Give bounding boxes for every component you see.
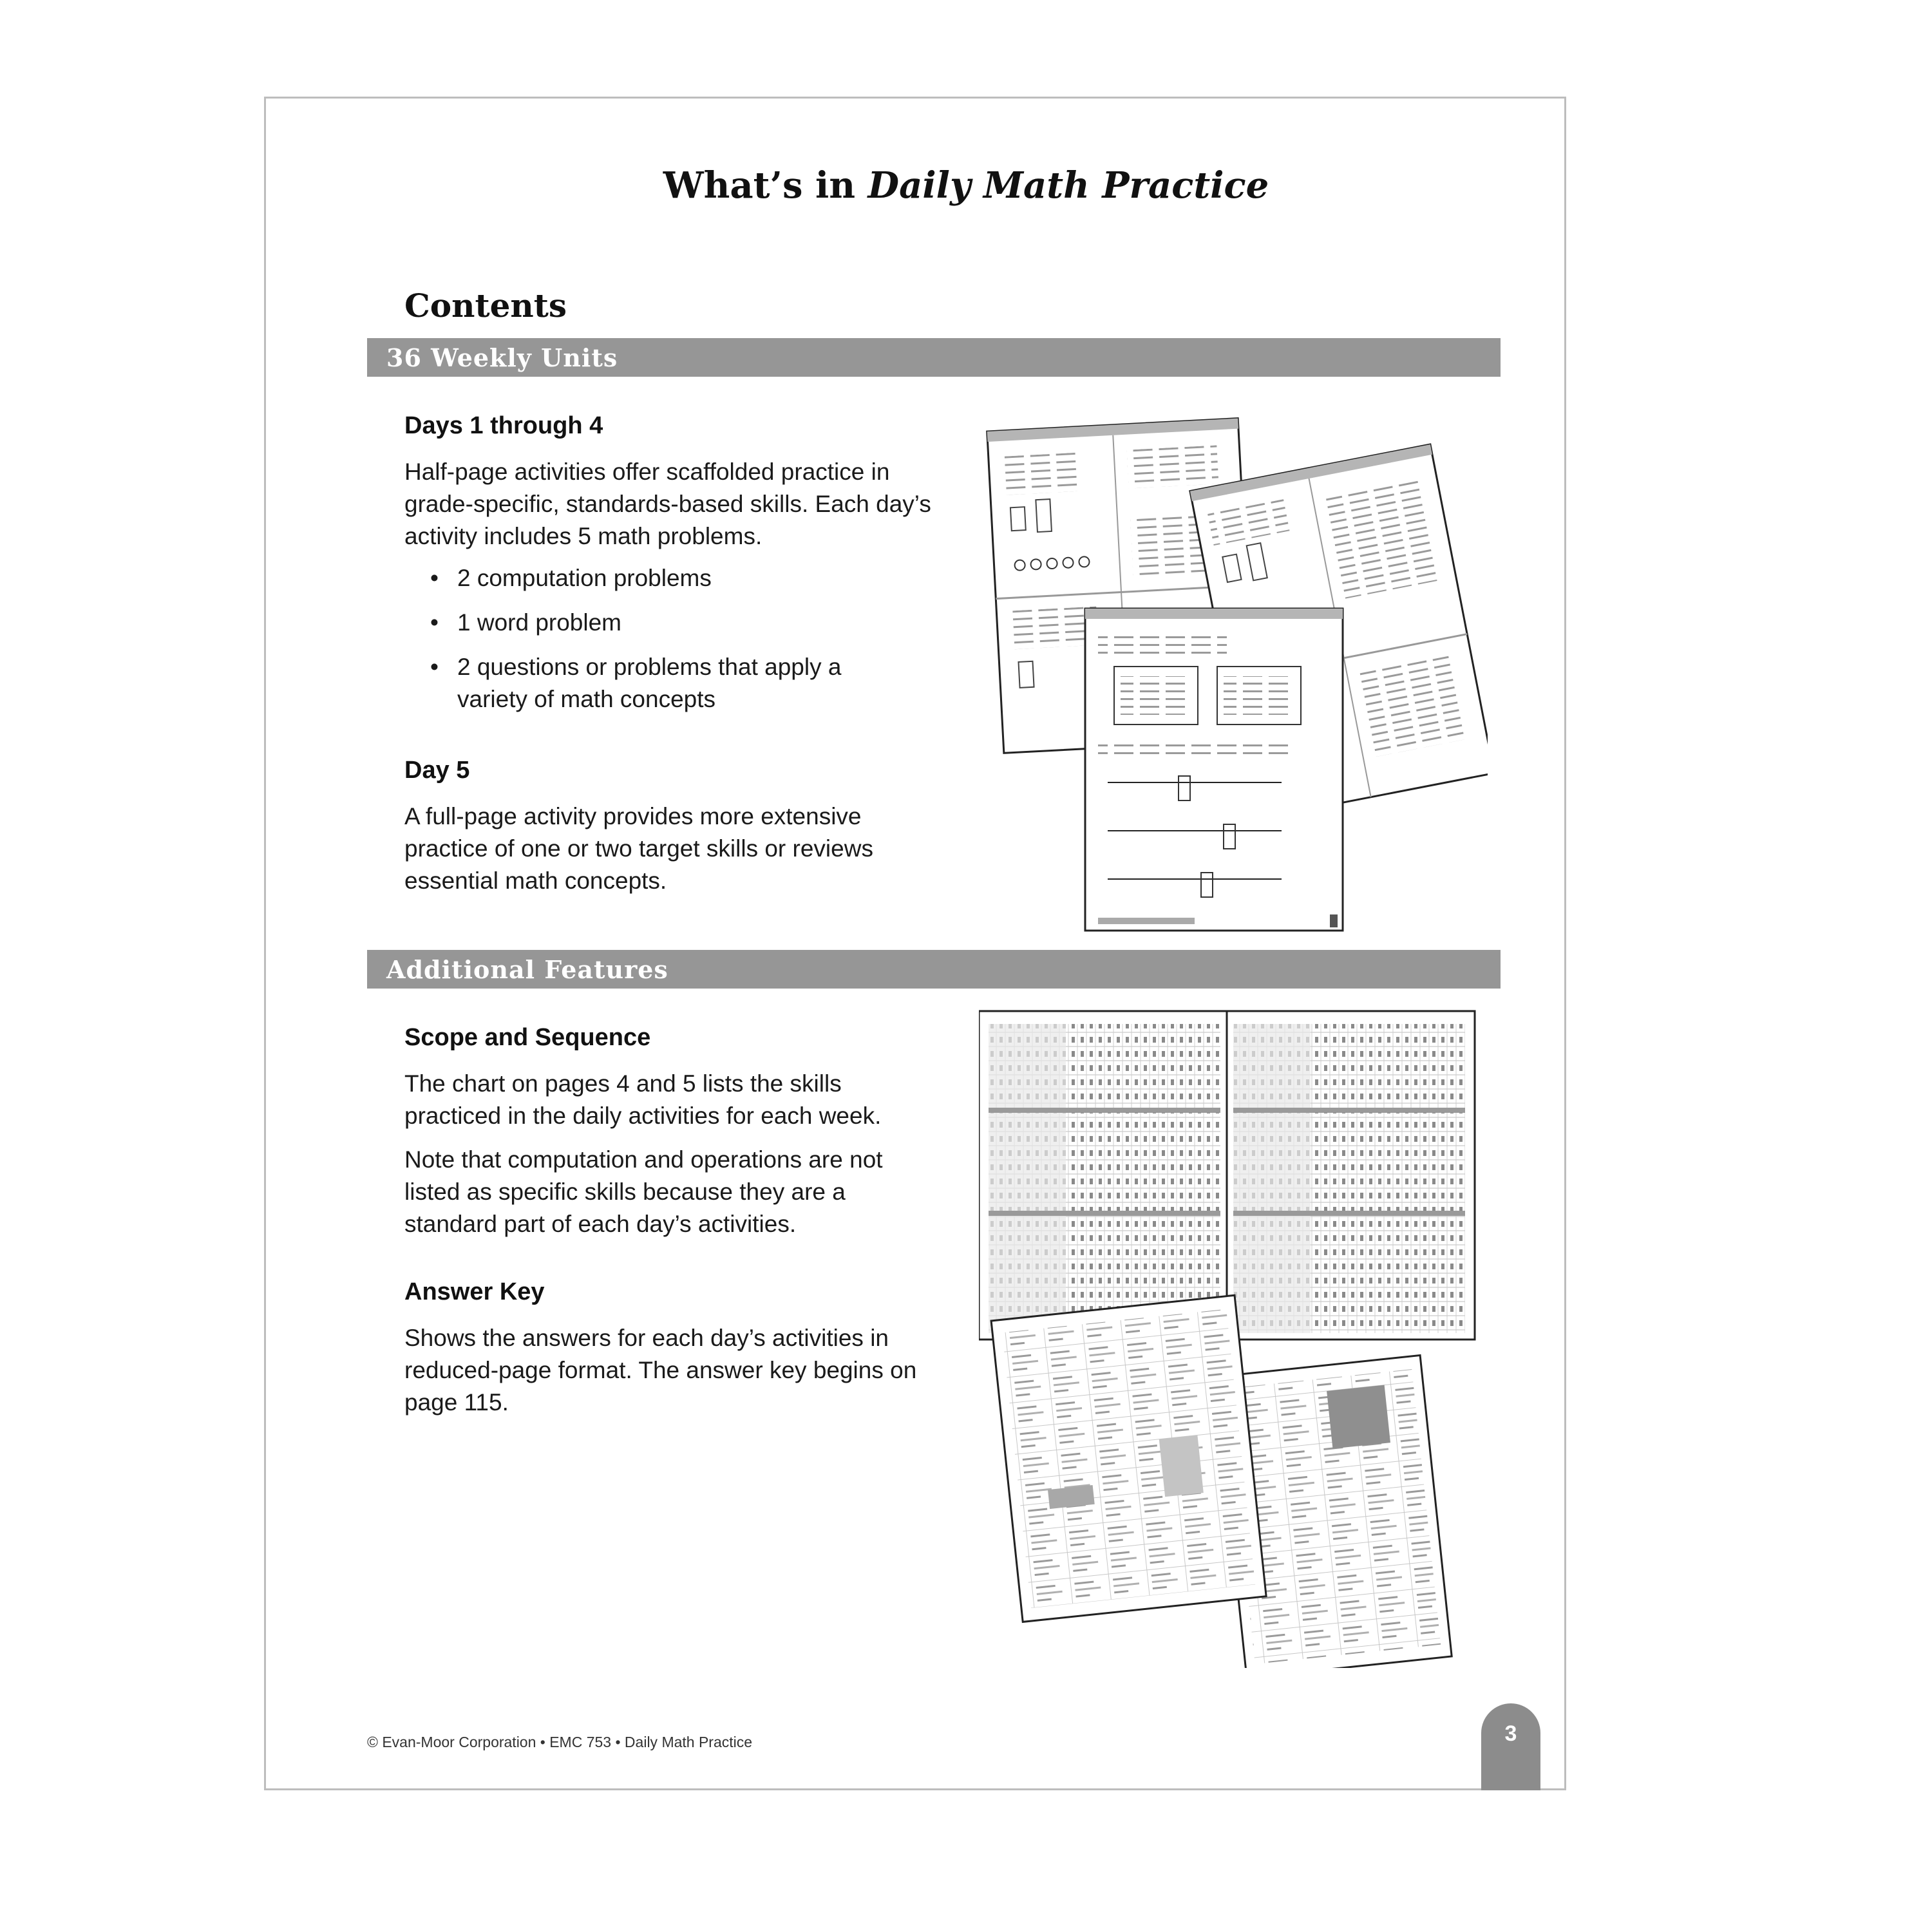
bullet-text: 2 questions or problems that apply a variety of math concepts: [457, 654, 842, 712]
weekly-units-band: [367, 338, 1501, 377]
weekly-units-band-label: 36 Weekly Units: [386, 343, 618, 372]
bullet-dot: •: [430, 654, 439, 680]
bullet-dot: •: [430, 609, 439, 636]
bullet-text: 2 computation problems: [457, 565, 712, 591]
page-title: [0, 164, 1932, 207]
days-1-4-text: Half-page activities offer scaffolded practice in grade-specific, standards-based skills. Each day’s activity includes 5 math problems.: [404, 459, 931, 549]
days-1-4-bullet-list: [430, 562, 907, 728]
worksheet-pages-thumbnail: [985, 386, 1488, 940]
scope-and-answer-key-thumbnail: [979, 1005, 1494, 1668]
contents-heading: Contents: [404, 287, 567, 325]
bullet-item-word-problem: [430, 607, 907, 639]
page-title-prefix: What’s in: [663, 164, 868, 207]
bullet-item-concepts: [430, 651, 869, 715]
scope-and-sequence-text-1: The chart on pages 4 and 5 lists the skills practiced in the daily activities for each week.: [404, 1070, 882, 1129]
day-5-heading: Day 5: [404, 757, 470, 784]
answer-key-text: Shows the answers for each day’s activities in reduced-page format. The answer key begins on page 115.: [404, 1325, 917, 1416]
page-number: 3: [1504, 1721, 1517, 1746]
days-1-4-heading: Days 1 through 4: [404, 412, 603, 439]
page-title-book-name: Daily Math Practice: [867, 164, 1269, 207]
bullet-text: 1 word problem: [457, 609, 622, 636]
scope-and-sequence-heading: Scope and Sequence: [404, 1024, 651, 1051]
scope-and-sequence-text-2: Note that computation and operations are not listed as specific skills because they are a standard part of each day’s activities.: [404, 1146, 883, 1237]
page-number-tab: [1481, 1703, 1540, 1790]
day-5-text: A full-page activity provides more extensive practice of one or two target skills or reviews essential math concepts.: [404, 803, 873, 894]
additional-features-band: [367, 950, 1501, 989]
footer-credit: © Evan-Moor Corporation • EMC 753 • Daily Math Practice: [367, 1734, 753, 1750]
answer-key-heading: Answer Key: [404, 1278, 545, 1305]
additional-features-band-label: Additional Features: [386, 955, 668, 984]
bullet-dot: •: [430, 565, 439, 591]
bullet-item-computation: [430, 562, 907, 594]
